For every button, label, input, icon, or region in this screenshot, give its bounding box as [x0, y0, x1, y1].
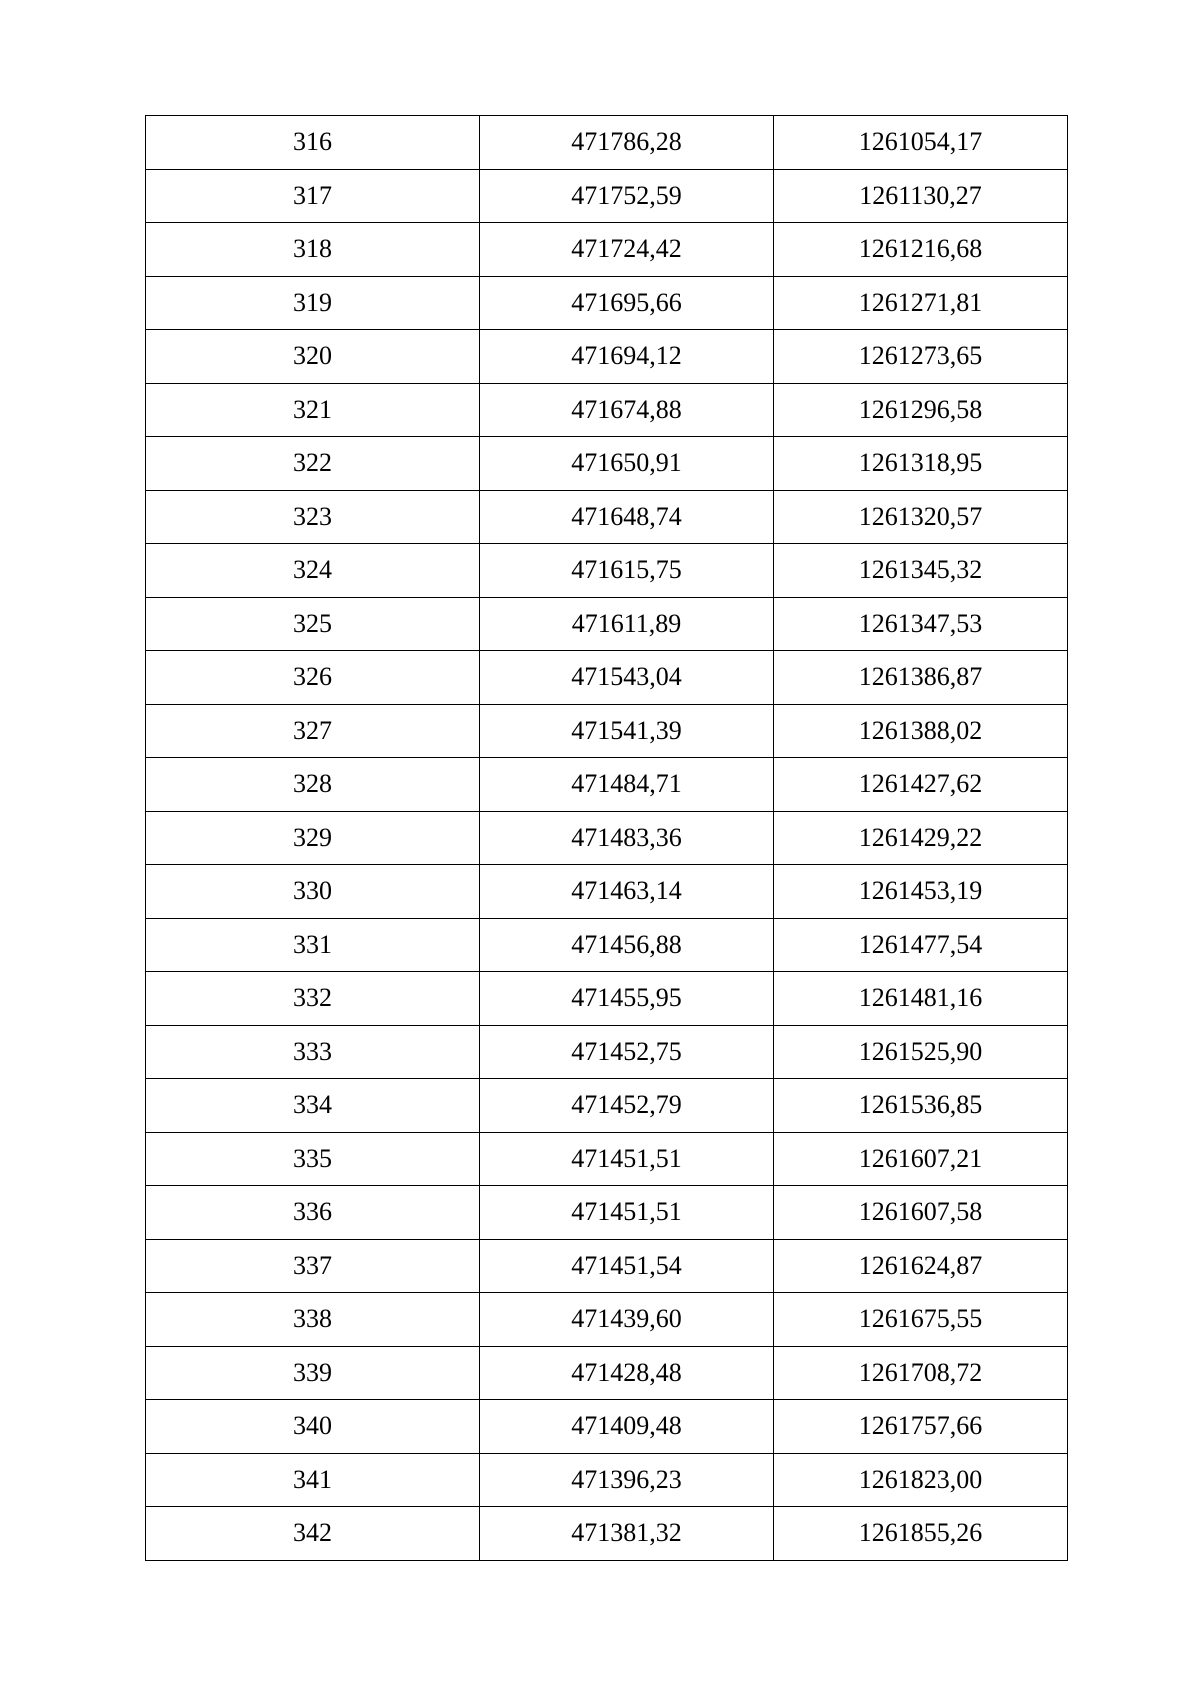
- point-number-cell: 320: [146, 330, 480, 384]
- x-coordinate-cell: 471452,79: [480, 1079, 774, 1133]
- y-coordinate-cell: 1261823,00: [774, 1453, 1068, 1507]
- y-coordinate-cell: 1261347,53: [774, 597, 1068, 651]
- table-row: [146, 758, 1068, 812]
- y-coordinate-cell: 1261429,22: [774, 811, 1068, 865]
- point-number-cell: 338: [146, 1293, 480, 1347]
- point-number-cell: 326: [146, 651, 480, 705]
- point-number-cell: 342: [146, 1507, 480, 1561]
- point-number-cell: 328: [146, 758, 480, 812]
- x-coordinate-cell: 471674,88: [480, 383, 774, 437]
- table-row: [146, 651, 1068, 705]
- table-row: [146, 544, 1068, 598]
- table-row: [146, 1132, 1068, 1186]
- table-row: [146, 865, 1068, 919]
- x-coordinate-cell: 471650,91: [480, 437, 774, 491]
- table-row: [146, 1239, 1068, 1293]
- table-row: [146, 918, 1068, 972]
- point-number-cell: 318: [146, 223, 480, 277]
- y-coordinate-cell: 1261675,55: [774, 1293, 1068, 1347]
- y-coordinate-cell: 1261607,21: [774, 1132, 1068, 1186]
- y-coordinate-cell: 1261536,85: [774, 1079, 1068, 1133]
- point-number-cell: 332: [146, 972, 480, 1026]
- y-coordinate-cell: 1261318,95: [774, 437, 1068, 491]
- y-coordinate-cell: 1261320,57: [774, 490, 1068, 544]
- y-coordinate-cell: 1261130,27: [774, 169, 1068, 223]
- table-row: [146, 490, 1068, 544]
- x-coordinate-cell: 471694,12: [480, 330, 774, 384]
- x-coordinate-cell: 471451,51: [480, 1132, 774, 1186]
- x-coordinate-cell: 471451,51: [480, 1186, 774, 1240]
- y-coordinate-cell: 1261481,16: [774, 972, 1068, 1026]
- point-number-cell: 331: [146, 918, 480, 972]
- table-row: [146, 169, 1068, 223]
- point-number-cell: 322: [146, 437, 480, 491]
- y-coordinate-cell: 1261388,02: [774, 704, 1068, 758]
- y-coordinate-cell: 1261216,68: [774, 223, 1068, 277]
- point-number-cell: 335: [146, 1132, 480, 1186]
- x-coordinate-cell: 471452,75: [480, 1025, 774, 1079]
- point-number-cell: 334: [146, 1079, 480, 1133]
- point-number-cell: 341: [146, 1453, 480, 1507]
- y-coordinate-cell: 1261708,72: [774, 1346, 1068, 1400]
- point-number-cell: 325: [146, 597, 480, 651]
- x-coordinate-cell: 471463,14: [480, 865, 774, 919]
- x-coordinate-cell: 471451,54: [480, 1239, 774, 1293]
- point-number-cell: 323: [146, 490, 480, 544]
- x-coordinate-cell: 471409,48: [480, 1400, 774, 1454]
- point-number-cell: 317: [146, 169, 480, 223]
- y-coordinate-cell: 1261386,87: [774, 651, 1068, 705]
- table-row: [146, 597, 1068, 651]
- table-row: [146, 1400, 1068, 1454]
- table-row: [146, 116, 1068, 170]
- y-coordinate-cell: 1261757,66: [774, 1400, 1068, 1454]
- point-number-cell: 319: [146, 276, 480, 330]
- table-row: [146, 1025, 1068, 1079]
- point-number-cell: 329: [146, 811, 480, 865]
- x-coordinate-cell: 471456,88: [480, 918, 774, 972]
- table-row: [146, 704, 1068, 758]
- point-number-cell: 324: [146, 544, 480, 598]
- table-row: [146, 811, 1068, 865]
- y-coordinate-cell: 1261273,65: [774, 330, 1068, 384]
- y-coordinate-cell: 1261427,62: [774, 758, 1068, 812]
- coordinates-table: [145, 115, 1068, 1561]
- y-coordinate-cell: 1261345,32: [774, 544, 1068, 598]
- x-coordinate-cell: 471483,36: [480, 811, 774, 865]
- table-row: [146, 1079, 1068, 1133]
- coordinates-table-body: [146, 116, 1068, 1561]
- point-number-cell: 339: [146, 1346, 480, 1400]
- x-coordinate-cell: 471396,23: [480, 1453, 774, 1507]
- table-row: [146, 1453, 1068, 1507]
- point-number-cell: 327: [146, 704, 480, 758]
- point-number-cell: 316: [146, 116, 480, 170]
- point-number-cell: 333: [146, 1025, 480, 1079]
- y-coordinate-cell: 1261855,26: [774, 1507, 1068, 1561]
- y-coordinate-cell: 1261054,17: [774, 116, 1068, 170]
- x-coordinate-cell: 471484,71: [480, 758, 774, 812]
- x-coordinate-cell: 471648,74: [480, 490, 774, 544]
- x-coordinate-cell: 471611,89: [480, 597, 774, 651]
- table-row: [146, 276, 1068, 330]
- point-number-cell: 336: [146, 1186, 480, 1240]
- point-number-cell: 330: [146, 865, 480, 919]
- x-coordinate-cell: 471543,04: [480, 651, 774, 705]
- y-coordinate-cell: 1261525,90: [774, 1025, 1068, 1079]
- table-row: [146, 972, 1068, 1026]
- table-row: [146, 1186, 1068, 1240]
- y-coordinate-cell: 1261453,19: [774, 865, 1068, 919]
- table-row: [146, 330, 1068, 384]
- x-coordinate-cell: 471786,28: [480, 116, 774, 170]
- y-coordinate-cell: 1261271,81: [774, 276, 1068, 330]
- table-row: [146, 1346, 1068, 1400]
- y-coordinate-cell: 1261624,87: [774, 1239, 1068, 1293]
- point-number-cell: 337: [146, 1239, 480, 1293]
- y-coordinate-cell: 1261477,54: [774, 918, 1068, 972]
- y-coordinate-cell: 1261296,58: [774, 383, 1068, 437]
- point-number-cell: 340: [146, 1400, 480, 1454]
- x-coordinate-cell: 471615,75: [480, 544, 774, 598]
- x-coordinate-cell: 471752,59: [480, 169, 774, 223]
- table-row: [146, 383, 1068, 437]
- table-row: [146, 1507, 1068, 1561]
- point-number-cell: 321: [146, 383, 480, 437]
- x-coordinate-cell: 471541,39: [480, 704, 774, 758]
- x-coordinate-cell: 471381,32: [480, 1507, 774, 1561]
- table-row: [146, 223, 1068, 277]
- x-coordinate-cell: 471695,66: [480, 276, 774, 330]
- x-coordinate-cell: 471724,42: [480, 223, 774, 277]
- x-coordinate-cell: 471439,60: [480, 1293, 774, 1347]
- x-coordinate-cell: 471428,48: [480, 1346, 774, 1400]
- y-coordinate-cell: 1261607,58: [774, 1186, 1068, 1240]
- x-coordinate-cell: 471455,95: [480, 972, 774, 1026]
- table-row: [146, 437, 1068, 491]
- table-row: [146, 1293, 1068, 1347]
